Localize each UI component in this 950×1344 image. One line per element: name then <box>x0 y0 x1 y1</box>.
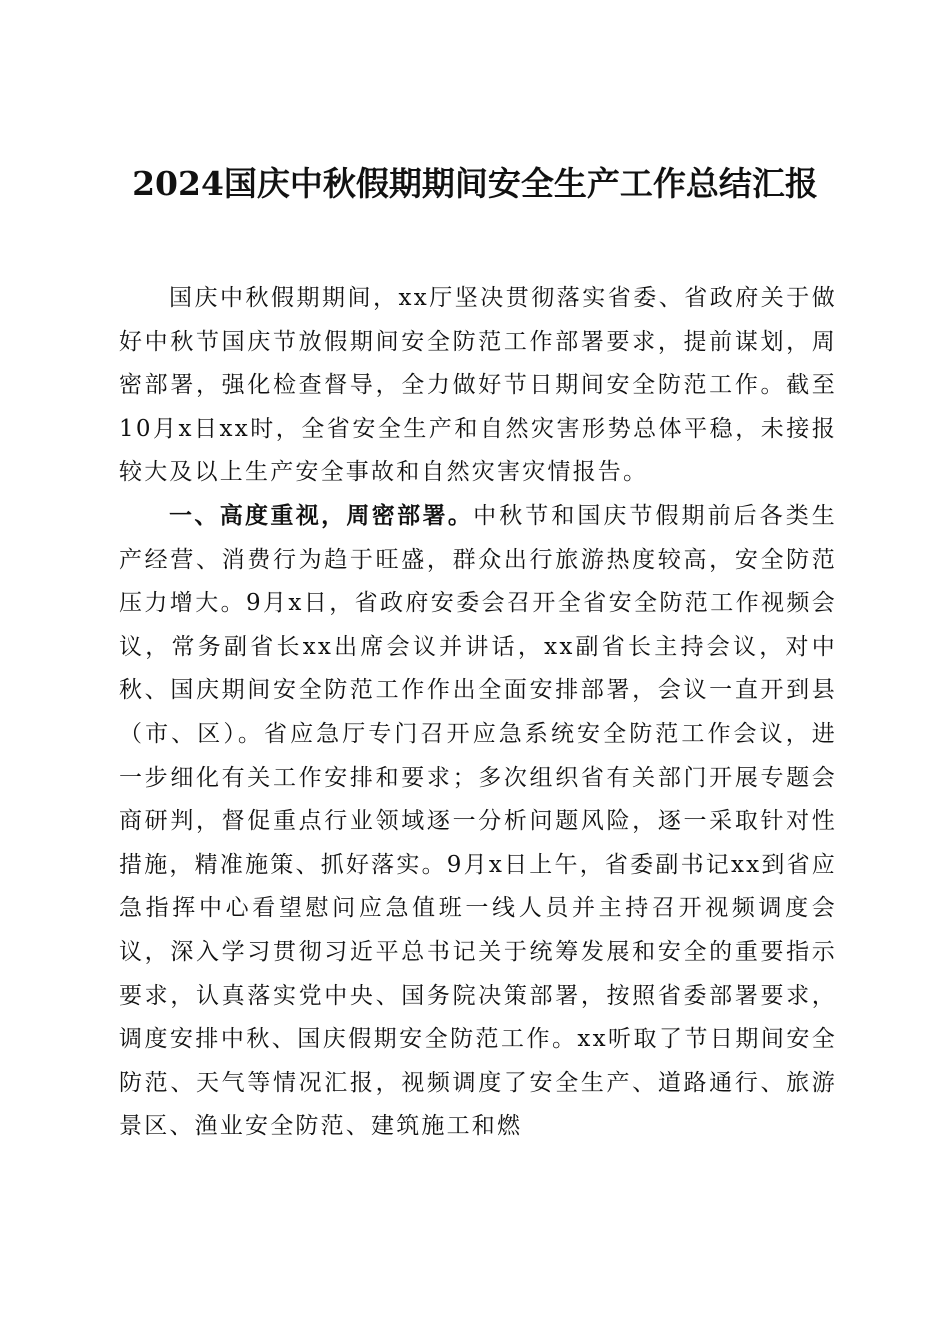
document-body <box>119 277 837 1149</box>
section-1-paragraph <box>119 495 837 1149</box>
section-1-body: 中秋节和国庆节假期前后各类生产经营、消费行为趋于旺盛，群众出行旅游热度较高，安全防范压力增大。9月x日，省政府安委会召开全省安全防范工作视频会议，常务副省长xx出席会议并讲话，xx副省长主持会议，对中秋、国庆期间安全防范工作作出全面安排部署，会议一直开到县（市、区）。省应急厅专门召开应急系统安全防范工作会议，进一步细化有关工作安排和要求；多次组织省有关部门开展专题会商研判，督促重点行业领域逐一分析问题风险，逐一采取针对性措施，精准施策、抓好落实。9月x日上午，省委副书记xx到省应急指挥中心看望慰问应急值班一线人员并主持召开视频调度会议，深入学习贯彻习近平总书记关于统筹发展和安全的重要指示要求，认真落实党中央、国务院决策部署，按照省委部署要求，调度安排中秋、国庆假期安全防范工作。xx听取了节日期间安全防范、天气等情况汇报，视频调度了安全生产、道路通行、旅游景区、渔业安全防范、建筑施工和燃 <box>119 502 837 1140</box>
section-1-heading: 一、高度重视，周密部署。 <box>169 502 474 529</box>
intro-paragraph: 国庆中秋假期期间，xx厅坚决贯彻落实省委、省政府关于做好中秋节国庆节放假期间安全防范工作部署要求，提前谋划，周密部署，强化检查督导，全力做好节日期间安全防范工作。截至10月x日xx时，全省安全生产和自然灾害形势总体平稳，未接报较大及以上生产安全事故和自然灾害灾情报告。 <box>119 285 837 486</box>
document-title: 2024国庆中秋假期期间安全生产工作总结汇报 <box>132 164 818 204</box>
